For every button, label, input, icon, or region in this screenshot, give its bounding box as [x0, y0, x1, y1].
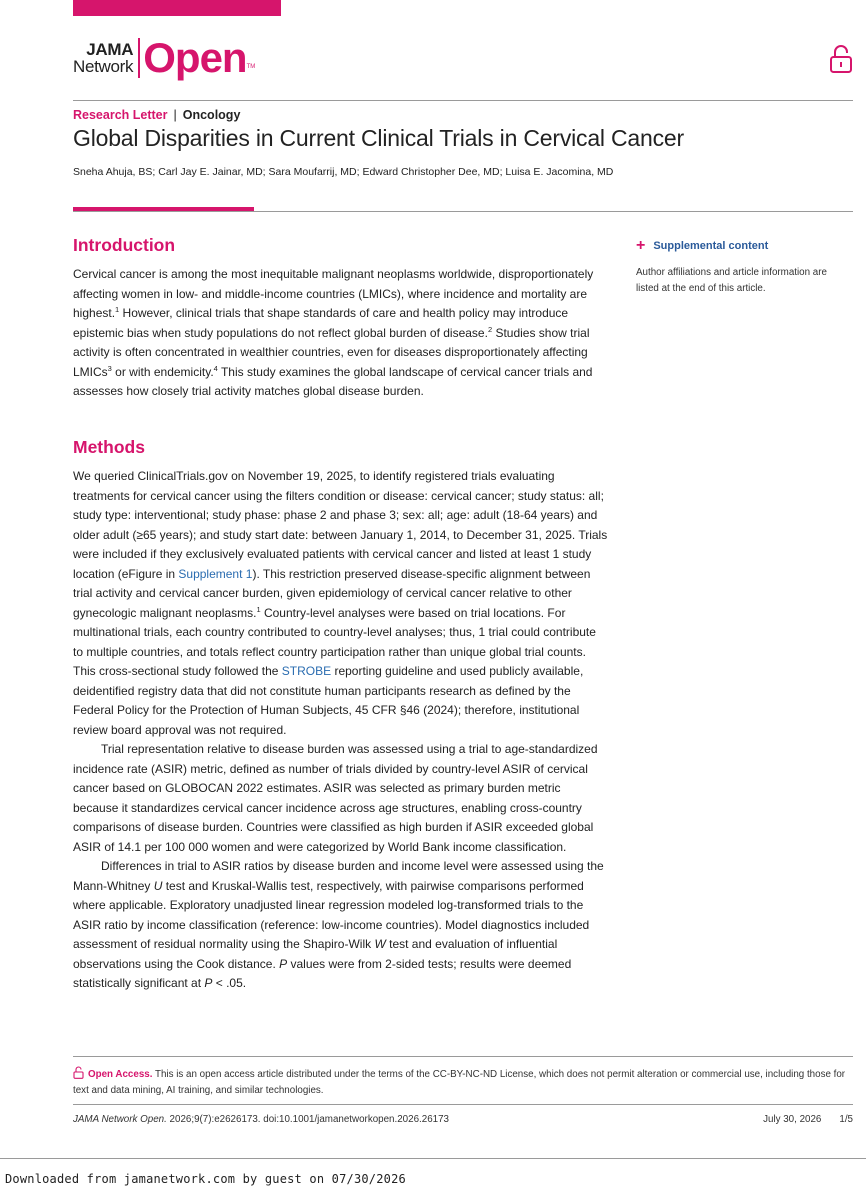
- page-number: 1/5: [839, 1114, 853, 1125]
- footer-divider: [73, 1056, 853, 1057]
- introduction-paragraph: Cervical cancer is among the most inequitable malignant neoplasms worldwide, disproportionately affecting women in low- and middle-income countries (LMICs), where incidence and mortality are highest.$^1$ However, clinical trials that shape standards of care and health policy may introduce epistemic bias when study populations do not reflect global burden of disease.$^2$ Studies show trial activity is often concentrated in wealthier countries, even for diseases disproportionately affecting LMICs$^3$ or with endemicity.$^4$ This study examines the global landscape of cervical cancer trials and assesses how closely trial activity matches global disease burden.: [73, 267, 594, 398]
- open-access-notice: [73, 1066, 855, 1099]
- journal-name: JAMA Network Open.: [73, 1114, 167, 1125]
- ref-3[interactable]: 3: [107, 363, 112, 373]
- sidebar: [636, 239, 836, 296]
- publication-date: July 30, 2026: [763, 1114, 822, 1125]
- methods-body: [73, 467, 608, 994]
- author-list: Sneha Ahuja, BS; Carl Jay E. Jainar, MD; Sara Moufarrij, MD; Edward Christopher Dee, MD; Luisa E. Jacomina, MD: [73, 166, 614, 178]
- plus-icon: +: [636, 237, 646, 254]
- open-access-label: Open Access.: [88, 1069, 153, 1080]
- ref-1[interactable]: 1: [115, 305, 120, 314]
- open-access-text: This is an open access article distributed under the terms of the CC-BY-NC-ND License, which does not permit alteration or commercial use, including those for text and data mining, AI training, and similar technologies.: [73, 1069, 846, 1096]
- article-title: Global Disparities in Current Clinical Trials in Cervical Cancer: [73, 125, 684, 151]
- ref-4[interactable]: 4: [213, 363, 218, 373]
- logo-open-text: Open: [143, 34, 247, 81]
- logo-divider: [138, 38, 140, 78]
- ref-1[interactable]: 1: [256, 604, 261, 614]
- methods-heading: Methods: [73, 437, 145, 457]
- citation-line: [73, 1114, 449, 1125]
- section-type: Research Letter: [73, 108, 168, 122]
- top-accent-bar: [73, 0, 281, 16]
- ref-2[interactable]: 2: [487, 324, 493, 334]
- download-divider: [0, 1158, 866, 1159]
- open-lock-icon: [829, 44, 853, 74]
- strobe-link[interactable]: STROBE: [281, 664, 332, 678]
- logo-jama-text: JAMA: [86, 40, 134, 59]
- header-divider: [73, 100, 853, 101]
- jama-network-open-logo[interactable]: [73, 34, 256, 81]
- download-stamp: Downloaded from jamanetwork.com by guest on 07/30/2026: [5, 1172, 406, 1186]
- article-kicker: Research Letter | Oncology: [73, 108, 241, 122]
- affiliation-note: Author affiliations and article information are listed at the end of this article.: [636, 267, 827, 294]
- footer-meta: [745, 1114, 853, 1125]
- supplement-1-link[interactable]: Supplement 1: [178, 566, 253, 581]
- logo-trademark: TM: [246, 64, 256, 70]
- introduction-body: [73, 265, 608, 402]
- supplemental-content-link[interactable]: [636, 239, 836, 253]
- open-access-lock-icon: [73, 1066, 84, 1079]
- citation-text: 2026;9(7):e2626173. doi:10.1001/jamanetworkopen.2026.26173: [166, 1114, 449, 1125]
- methods-paragraph-3: Differences in trial to ASIR ratios by disease burden and income level were assessed using the Mann-Whitney U test and Kruskal-Wallis test, respectively, with pairwise comparisons performed where applicable. Exploratory unadjusted linear regression modeled log-transformed trials to the ASIR ratio by income classification (reference: low-income countries). Model diagnostics included assessment of residual normality using the Shapiro-Wilk W test and evaluation of influential observations using the Cook distance. P values were from 2-sided tests; results were deemed statistically significant at P < .05.: [73, 859, 604, 990]
- citation-divider: [73, 1104, 853, 1105]
- article-topic: Oncology: [182, 108, 241, 122]
- methods-paragraph-1: We queried ClinicalTrials.gov on November 19, 2025, to identify registered trials evaluating treatments for cervical cancer using the filters condition or disease: cervical cancer; study status: all; study type: interventional; study phase: phase 2 and phase 3; sex: all; age: adult (18-64 years) and older adult (≥65 years); and study start date: between January 1, 2014, to December 31, 2025. Trials were included if they exclusively evaluated patients with cervical cancer and listed at least 1 study location (eFigure in Supplement 1). This restriction preserved disease-specific alignment between trial activity and cervical cancer burden, given epidemiology of cervical cancer relative to other gynecologic malignant neoplasms.$^1$ Country-level analyses were based on trial locations. For multinational trials, each country contributed to country-level analyses; thus, 1 trial could contribute to multiple countries, and totals reflect country participation rather than unique global trial counts. This cross-sectional study followed the STROBE reporting guideline and used publicly available, deidentified registry data that did not constitute human participants research as defined by the Federal Policy for the Protection of Human Subjects, 45 CFR §46 (2024); therefore, institutional review board approval was not required.: [73, 469, 608, 737]
- methods-paragraph-2: Trial representation relative to disease burden was assessed using a trial to age-standardized incidence rate (ASIR) metric, defined as number of trials divided by country-level ASIR of cervical cancer based on GLOBOCAN 2022 estimates. ASIR was selected as primary burden metric because it standardizes cervical cancer incidence across age structures, enabling cross-country comparisons of disease burden. Countries were classified as high burden if ASIR exceeded global ASIR of 14.1 per 100 000 women and were categorized by World Bank income classification.: [73, 742, 598, 854]
- title-divider: [73, 211, 853, 212]
- logo-network-text: Network: [73, 57, 134, 76]
- supplemental-label: Supplemental content: [653, 240, 769, 252]
- introduction-heading: Introduction: [73, 235, 176, 255]
